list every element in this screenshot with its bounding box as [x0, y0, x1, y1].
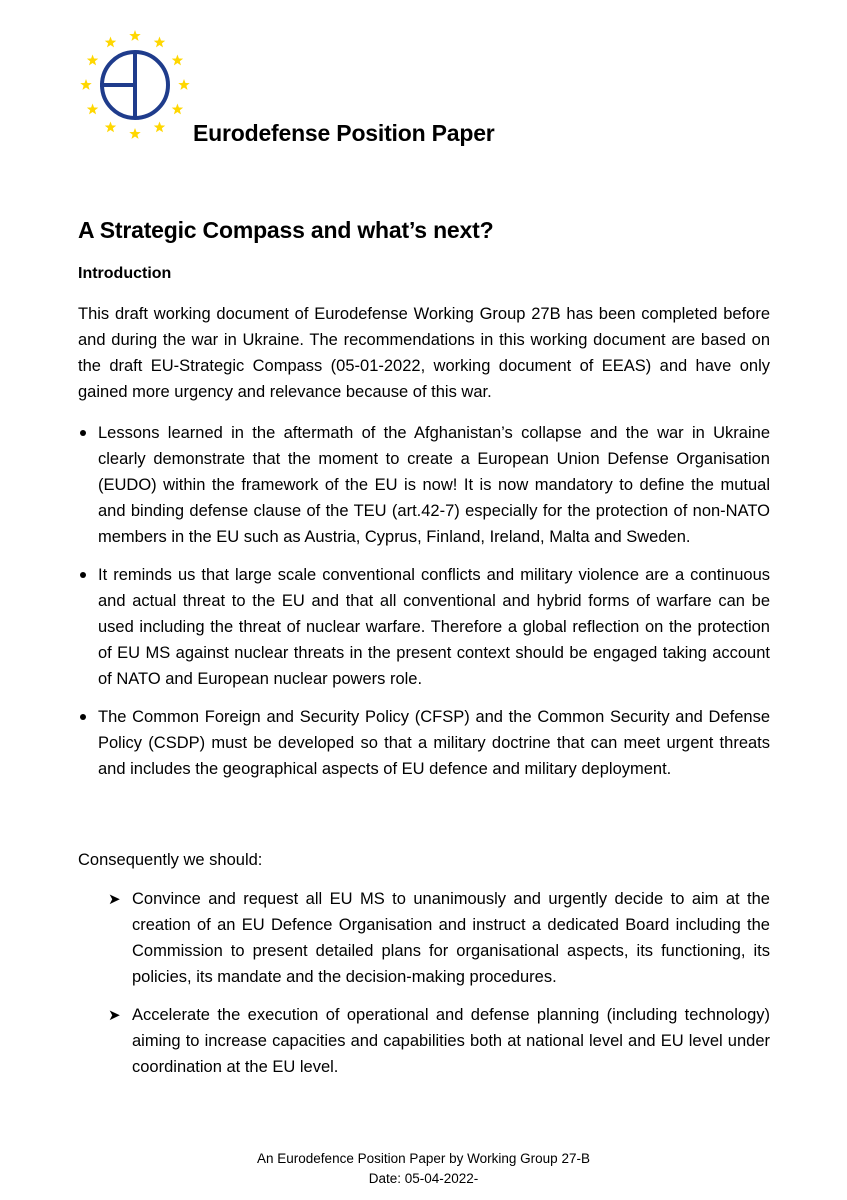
- logo-star-icon: [105, 37, 116, 48]
- arrowhead-icon: ➤: [108, 891, 121, 908]
- action-text: Convince and request all EU MS to unanimously and urgently decide to aim at the creation of an EU Defence Organisation and instruct a dedicated Board including the Commission to present detailed plans for organisational aspects, its functioning, its policies, its mandate and the decision-making procedures.: [132, 890, 770, 986]
- logo-star-icon: [172, 104, 183, 115]
- logo-star-icon: [129, 128, 140, 139]
- logo-star-icon: [154, 37, 165, 48]
- logo-star-icon: [154, 121, 165, 132]
- document-title: A Strategic Compass and what’s next?: [78, 217, 494, 243]
- logo-star-icon: [80, 79, 91, 90]
- arrowhead-icon: ➤: [108, 1007, 121, 1024]
- section-heading: Introduction: [78, 265, 172, 282]
- intro-section: [78, 301, 770, 405]
- footer-line-1: An Eurodefence Position Paper by Working Group 27-B: [257, 1151, 590, 1166]
- lead-in-text: Consequently we should:: [78, 851, 263, 869]
- bullet-text: The Common Foreign and Security Policy (CFSP) and the Common Security and Defense Policy (CSDP) must be developed so that a military doctrine that can meet urgent threats and includes the geographical aspects of EU defence and military deployment.: [98, 708, 770, 778]
- bullet-dot-icon: [80, 714, 86, 720]
- bullet-dot-icon: [80, 572, 86, 578]
- eurodefense-logo-icon: [78, 28, 193, 143]
- footer-line-2: Date: 05-04-2022-: [368, 1171, 479, 1186]
- bullet-text: It reminds us that large scale conventional conflicts and military violence are a continuous and actual threat to the EU and that all conventional and hybrid forms of warfare can be used including the threat of nuclear warfare. Therefore a global reflection on the protection of EU MS against nuclear threats in the present context should be engaged taking account of NATO and European nuclear powers role.: [98, 566, 770, 688]
- bullet-item: [78, 562, 770, 692]
- logo-star-icon: [129, 30, 140, 41]
- brand-title: Eurodefense Position Paper: [193, 120, 495, 146]
- bullet-dot-icon: [80, 430, 86, 436]
- logo-star-icon: [105, 121, 116, 132]
- action-list: [108, 886, 770, 1092]
- bullet-text: Lessons learned in the aftermath of the Afghanistan’s collapse and the war in Ukraine clearly demonstrate that the moment to create a European Union Defense Organisation (EUDO) within the framework of the EU is now! It is now mandatory to define the mutual and binding defense clause of the TEU (art.42-7) especially for the protection of non-NATO members in the EU such as Austria, Cyprus, Finland, Ireland, Malta and Sweden.: [98, 424, 770, 546]
- intro-paragraph: This draft working document of Eurodefense Working Group 27B has been completed before and during the war in Ukraine. The recommendations in this working document are based on the draft EU-Strategic Compass (05-01-2022, working document of EEAS) and have only gained more urgency and relevance because of this war.: [78, 305, 770, 401]
- logo-star-icon: [87, 55, 98, 66]
- logo-star-icon: [178, 79, 189, 90]
- logo-star-icon: [87, 104, 98, 115]
- bullet-item: [78, 420, 770, 550]
- action-text: Accelerate the execution of operational and defense planning (including technology) aiming to increase capacities and capabilities both at national level and EU level under coordination at the EU level.: [132, 1006, 770, 1076]
- action-item: [108, 886, 770, 990]
- logo-star-icon: [172, 55, 183, 66]
- action-item: [108, 1002, 770, 1080]
- bullet-item: [78, 704, 770, 782]
- bullet-list: [78, 420, 770, 794]
